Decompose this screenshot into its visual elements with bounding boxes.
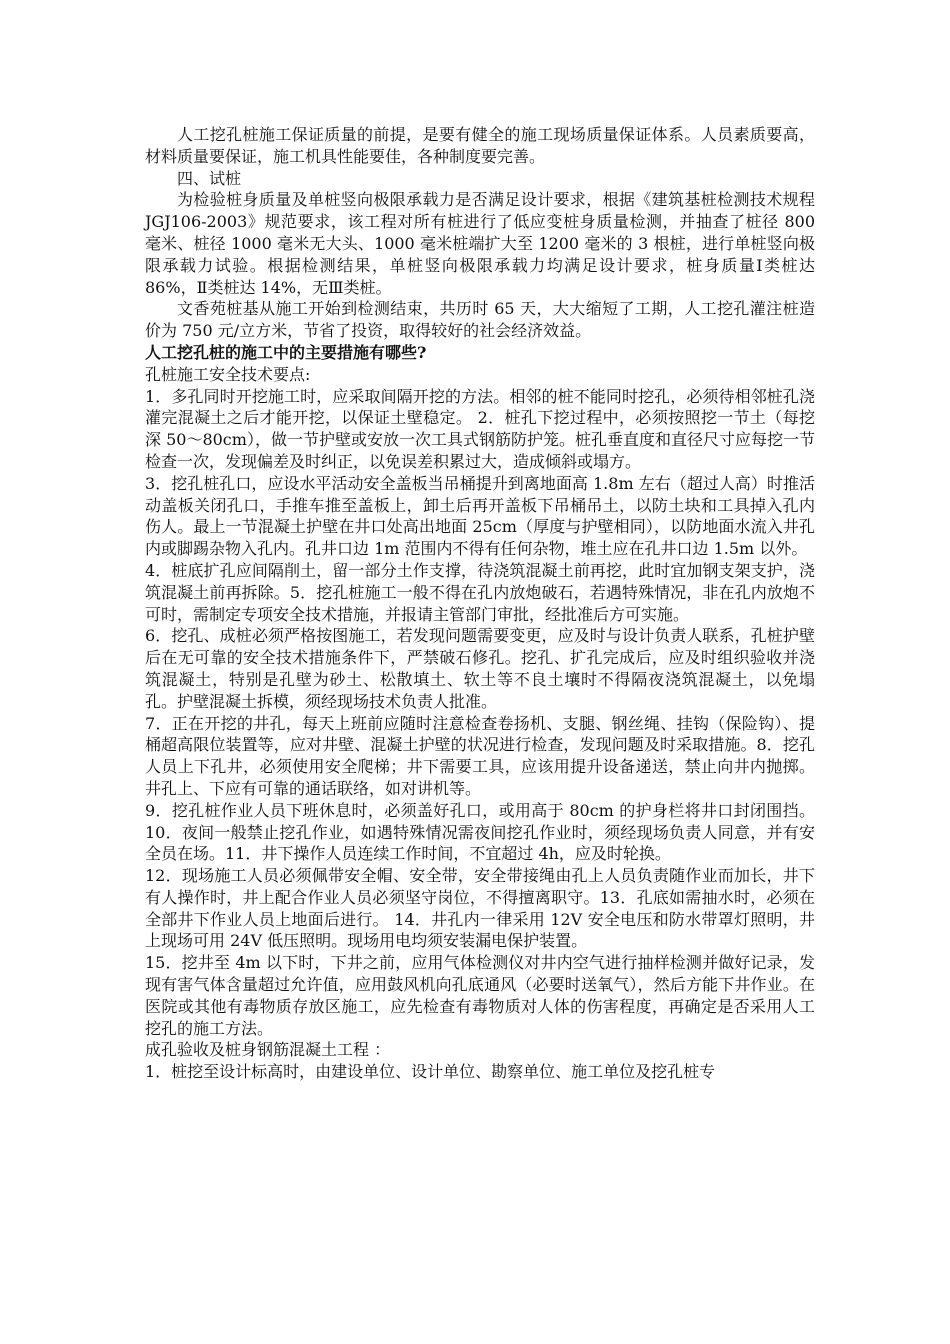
acceptance-item-1: 1．桩挖至设计标高时，由建设单位、设计单位、勘察单位、施工单位及挖孔桩专 <box>145 1062 716 1082</box>
safety-item-3: 3．挖孔桩孔口，应设水平活动安全盖板当吊桶提升到离地面高 1.8m 左右（超过人高）时推活动盖板关闭孔口，手推车推至盖板上，卸土后再开盖板下吊桶吊土，以防土块和工具掉入孔内伤人。最上一节混凝土护壁在井口处高出地面 25cm（厚度与护壁相同），以防地面水流入井孔内或脚踢杂物入孔内。孔井口边 1m 范围内不得有任何杂物，堆土应在孔井口边 1.5m 以外。 <box>145 473 815 559</box>
subheading-acceptance: 成孔验收及桩身钢筋混凝土工程 ： <box>145 1040 391 1060</box>
safety-item-9-11: 9．挖孔桩作业人员下班休息时，必须盖好孔口，或用高于 80cm 的护身栏将井口封闭围挡。 10．夜间一般禁止挖孔作业，如遇特殊情况需夜间挖孔作业时，须经现场负责人同意，并有安全员在场。11．井下操作人员连续工作时间，不宜超过 4h，应及时轮换。 <box>145 800 815 864</box>
safety-item-12-14: 12．现场施工人员必须佩带安全帽、安全带，安全带接绳由孔上人员负责随作业而加长，井下有人操作时，井上配合作业人员必须坚守岗位，不得擅离职守。13．孔底如需抽水时，必须在全部井下作业人员上地面后进行。 14．井孔内一律采用 12V 安全电压和防水带罩灯照明，井上现场可用 24V 低压照明。现场用电均须安装漏电保护装置。 <box>145 866 815 951</box>
heading-main-measures: 人工挖孔桩的施工中的主要措施有哪些? <box>145 342 427 362</box>
safety-item-4-5: 4．桩底扩孔应间隔削土，留一部分土作支撑，待浇筑混凝土前再挖，此时宜加钢支架支护，浇筑混凝土前再拆除。5．挖孔桩施工一般不得在孔内放炮破石，若遇特殊情况，非在孔内放炮不可时，需制定专项安全技术措施，并报请主管部门审批，经批准后方可实施。 <box>145 560 815 624</box>
safety-item-6: 6．挖孔、成桩必须严格按图施工，若发现问题需要变更，应及时与设计负责人联系，孔桩护壁后在无可靠的安全技术措施条件下，严禁破石修孔。挖孔、扩孔完成后，应及时组织验收并浇筑混凝土，特别是孔壁为砂土、松散填土、软土等不良土壤时不得隔夜浇筑混凝土，以免塌孔。护壁混凝土拆模，须经现场技术负责人批准。 <box>145 626 815 711</box>
document-body <box>145 124 815 1083</box>
subheading-safety-points: 孔桩施工安全技术要点: <box>145 364 311 384</box>
paragraph-quality-assurance: 人工挖孔桩施工保证质量的前提，是要有健全的施工现场质量保证体系。人员素质要高，材料质量要保证，施工机具性能要佳，各种制度要完善。 <box>145 125 815 166</box>
paragraph-project-result: 文香苑桩基从施工开始到检测结束，共历时 65 天，大大缩短了工期，人工挖孔灌注桩造价为 750 元/立方米，节省了投资，取得较好的社会经济效益。 <box>145 299 815 341</box>
safety-item-1-2: 1．多孔同时开挖施工时，应采取间隔开挖的方法。相邻的桩不能同时挖孔，必须待相邻桩孔浇灌完混凝土之后才能开挖，以保证土壁稳定。 2．桩孔下挖过程中，必须按照挖一节土（每挖深 50～80cm），做一节护壁或安放一次工具式钢筋防护笼。桩孔垂直度和直径尺寸应每挖一节检查一次，发现偏差及时纠正，以免误差积累过大，造成倾斜或塌方。 <box>145 386 815 471</box>
section-heading-pile-test: 四、试桩 <box>177 168 242 188</box>
safety-item-15: 15．挖井至 4m 以下时，下井之前，应用气体检测仪对井内空气进行抽样检测并做好记录，发现有害气体含量超过允许值，应用鼓风机向孔底通风（必要时送氧气），然后方能下井作业。在医院或其他有毒物质存放区施工，应先检查有毒物质对人体的伤害程度，再确定是否采用人工挖孔的施工方法。 <box>145 953 815 1038</box>
paragraph-pile-test: 为检验桩身质量及单桩竖向极限承载力是否满足设计要求，根据《建筑基桩检测技术规程 JGJ106-2003》规范要求，该工程对所有桩进行了低应变桩身质量检测，并抽查了桩径 800 毫米、桩径 1000 毫米无大头、1000 毫米桩端扩大至 1200 毫米的 3 根桩，进行单桩竖向极限承载力试验。根据检测结果，单桩竖向极限承载力均满足设计要求，桩身质量Ⅰ类桩达 86%，Ⅱ类桩达 14%，无Ⅲ类桩。 <box>145 190 815 297</box>
safety-item-7-8: 7．正在开挖的井孔，每天上班前应随时注意检查卷扬机、支腿、钢丝绳、挂钩（保险钩）、提桶超高限位装置等，应对井壁、混凝土护壁的状况进行检查，发现问题及时采取措施。8．挖孔人员上下孔井，必须使用安全爬梯；井下需要工具，应该用提升设备递送，禁止向井内抛掷。井孔上、下应有可靠的通话联络，如对讲机等。 <box>145 713 815 798</box>
